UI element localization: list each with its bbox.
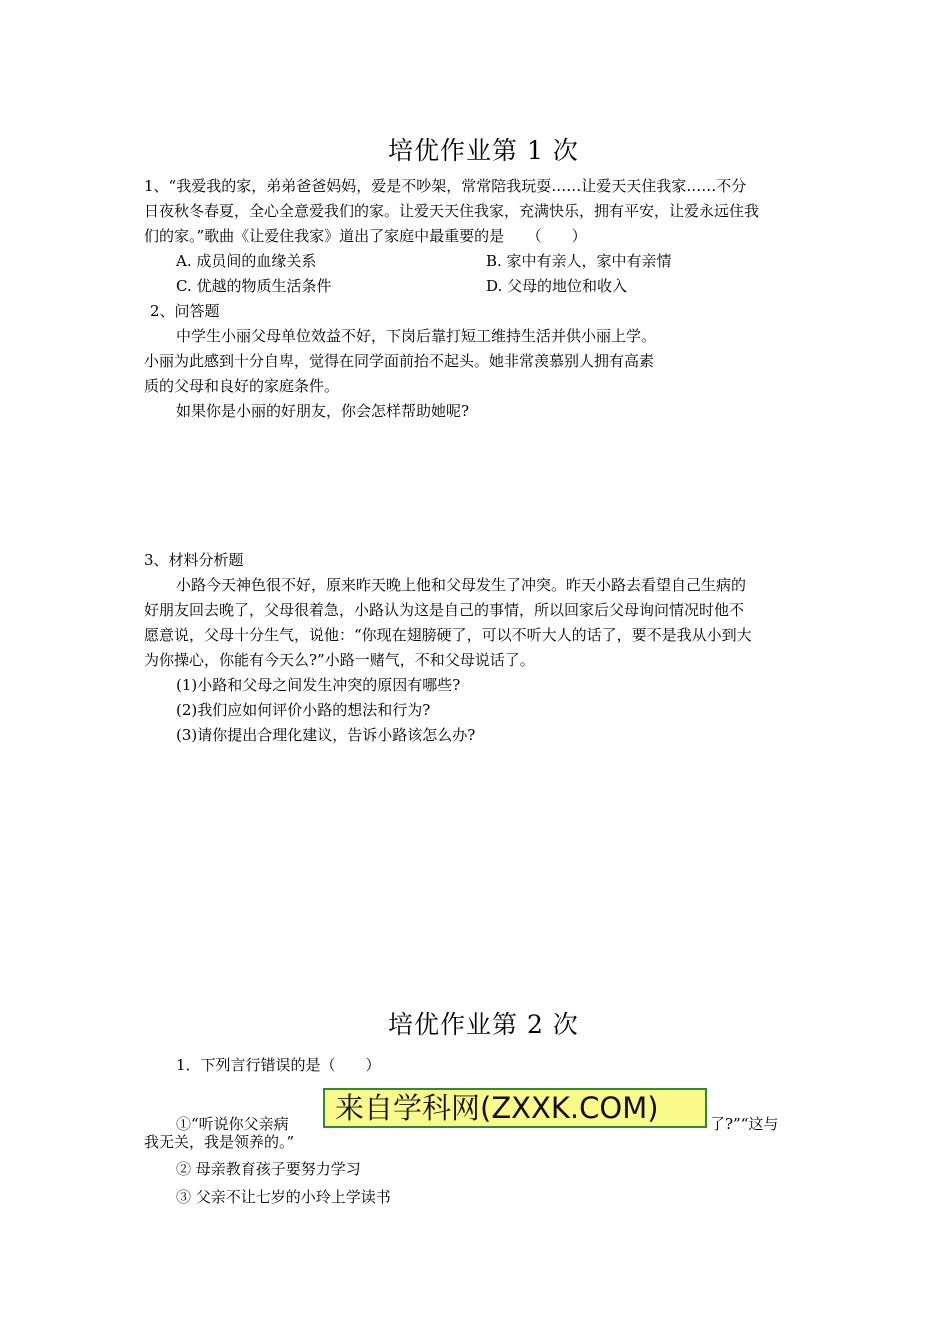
- watermark-banner[interactable]: 来自学科网(ZXXK.COM): [323, 1088, 707, 1128]
- q1-stem-line1: 1、“我爱我的家，弟弟爸爸妈妈，爱是不吵架，常常陪我玩耍……让爱天天住我家……不分: [144, 177, 747, 195]
- q2-question: 如果你是小丽的好朋友，你会怎样帮助她呢?: [176, 402, 470, 420]
- p2-q1-item1-start: ①“听说你父亲病: [176, 1115, 289, 1133]
- p2-q1-item1-line2: 我无关，我是领养的。”: [144, 1133, 295, 1151]
- q3-material-line4: 为你操心，你能有今天么?”小路一赌气，不和父母说话了。: [144, 651, 535, 669]
- q3-material-line1: 小路今天神色很不好，原来昨天晚上他和父母发生了冲突。昨天小路去看望自己生病的: [176, 576, 747, 594]
- q1-option-b: B. 家中有亲人，家中有亲情: [486, 252, 672, 270]
- q3-subquestion-1: (1)小路和父母之间发生冲突的原因有哪些?: [176, 676, 461, 694]
- q3-subquestion-3: (3)请你提出合理化建议，告诉小路该怎么办?: [176, 726, 476, 744]
- q1-option-a: A. 成员间的血缘关系: [176, 252, 317, 270]
- p2-q1-item2: ② 母亲教育孩子要努力学习: [176, 1160, 361, 1178]
- q3-heading: 3、材料分析题: [144, 551, 244, 569]
- p2-q1-stem: 1．下列言行错误的是（ ）: [176, 1056, 381, 1074]
- p2-q1-item3: ③ 父亲不让七岁的小玲上学读书: [176, 1188, 391, 1206]
- q1-stem-line3: 们的家。”歌曲《让爱住我家》道出了家庭中最重要的是 （ ）: [144, 227, 587, 245]
- q1-option-d: D. 父母的地位和收入: [486, 277, 628, 295]
- q2-material-line3: 质的父母和良好的家庭条件。: [144, 377, 340, 395]
- q3-material-line3: 愿意说，父母十分生气，说他：“你现在翅膀硬了，可以不听大人的话了，要不是我从小到大: [144, 626, 752, 644]
- q1-option-c: C. 优越的物质生活条件: [176, 277, 332, 295]
- homework-title-2: 培优作业第 2 次: [388, 1010, 579, 1039]
- q1-stem-line2: 日夜秋冬春夏，全心全意爱我们的家。让爱天天住我家，充满快乐，拥有平安，让爱永远住我: [144, 202, 760, 220]
- q2-heading: 2、问答题: [150, 302, 220, 320]
- q3-subquestion-2: (2)我们应如何评价小路的想法和行为?: [176, 701, 431, 719]
- p2-q1-item1-end: 了?”“这与: [710, 1115, 779, 1133]
- homework-title-1: 培优作业第 1 次: [388, 136, 579, 165]
- q2-material-line2: 小丽为此感到十分自卑，觉得在同学面前抬不起头。她非常羡慕别人拥有高素: [144, 352, 655, 370]
- q3-material-line2: 好朋友回去晚了，父母很着急，小路认为这是自己的事情，所以回家后父母询问情况时他不: [144, 601, 745, 619]
- q2-material-line1: 中学生小丽父母单位效益不好，下岗后靠打短工维持生活并供小丽上学。: [176, 327, 657, 345]
